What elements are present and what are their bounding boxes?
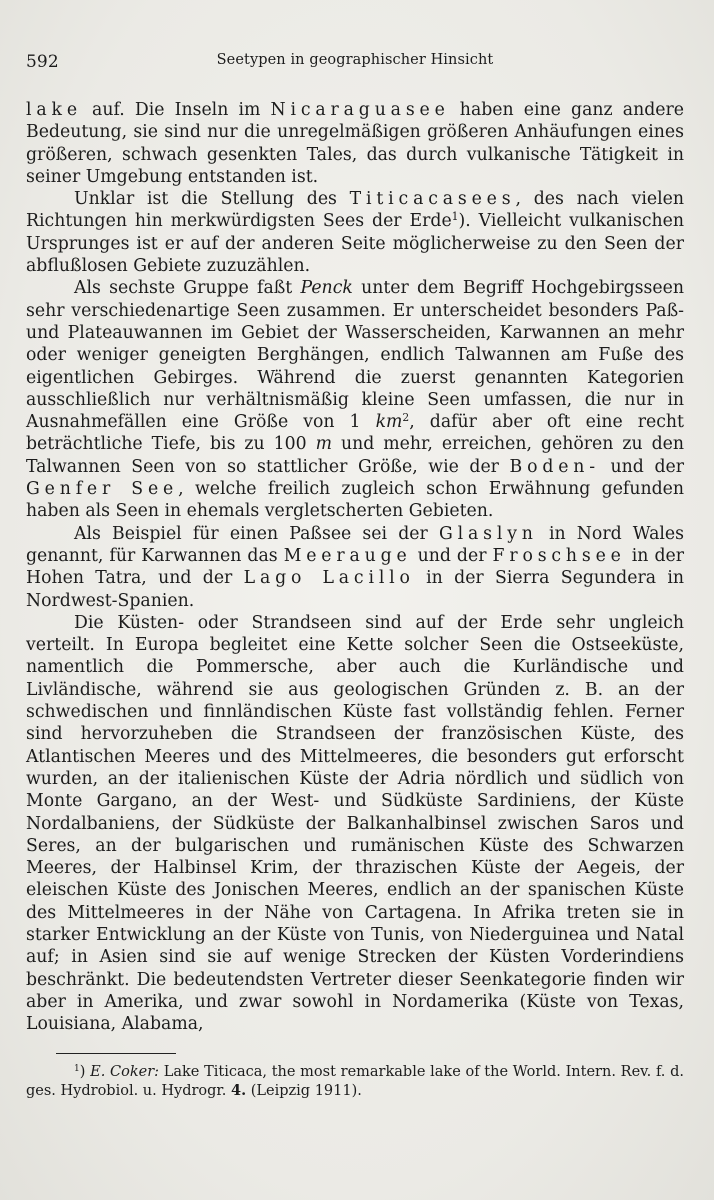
text-run: in der Sierra Segundera in Nordwest-Spanien. xyxy=(26,568,684,611)
text-run: Als Beispiel für einen Paßsee sei der xyxy=(74,523,439,544)
spaced-name: Meerauge xyxy=(283,545,412,566)
spaced-name: Froschsee xyxy=(492,545,626,566)
text-run: und der xyxy=(599,456,684,477)
running-title: Seetypen in geographischer Hinsicht xyxy=(216,52,494,68)
paragraph xyxy=(26,188,684,277)
footnote xyxy=(26,1064,684,1100)
spaced-name: Nicaraguasee xyxy=(270,100,450,120)
footnote-citation-tail: (Leipzig 1911). xyxy=(246,1082,362,1099)
text-run: Die Küsten- oder Strandseen sind auf der Erde sehr ungleich verteilt. In Europa begleitet eine Kette solcher Seen die Ostseeküste, namentlich die Pommersche, aber auch die Kurländische und Livländische, während sie aus geologischen Gründen z. B. an der schwedischen und finnländischen Küste fast vollständig fehlen. Ferner sind hervorzuheben die Strandseen der französischen Küste, des Atlantischen Meeres und des Mittelmeeres, die besonders gut erforscht wurden, an der italienischen Küste der Adria nördlich und südlich von Monte Gargano, an der West- und Südküste Sardiniens, der Küste Nordalbaniens, der Südküste der Balkanhalbinsel zwischen Saros und Seres, an der bulgarischen und rumänischen Küste des Schwarzen Meeres, der Halbinsel Krim, der thrazischen Küste der Aegeis, der eleischen Küste des Jonischen Meeres, endlich an der spanischen Küste des Mittelmeeres in der Nähe von Cartagena. In Afrika treten sie in starker Entwicklung an der Küste von Tunis, von Niederguinea und Natal auf; in Asien sind sie auf wenige Strecken der Küsten Vorderindiens beschränkt. Die bedeutendsten Vertreter dieser Seenkategorie finden wir aber in Amerika, und zwar sowohl in Nordamerika (Küste von Texas, Louisiana, Alabama, xyxy=(26,612,684,1035)
footnote-text xyxy=(26,1064,684,1100)
spaced-name: Titicacasees xyxy=(349,189,516,210)
text-run: auf. Die Inseln im xyxy=(81,100,271,120)
footnote-marker-close: ) xyxy=(79,1064,86,1081)
footnote-marker: 1 xyxy=(74,1064,80,1075)
italic-text: m xyxy=(315,434,332,455)
footnote-citation: Lake Titicaca, the most remarkable lake of the World. Intern. Rev. f. d. ges. Hydrobiol. u. Hydrogr. xyxy=(26,1064,685,1099)
text-run: und mehr, erreichen, gehören zu den Talwannen Seen von so stattlicher Größe, wie der xyxy=(26,434,685,477)
footnote-ref: 1 xyxy=(451,210,459,224)
text-run: unter dem Begriff Hochgebirgsseen sehr verschiedenartige Seen zusammen. Er unterscheidet besonders Paß- und Plateauwannen im Gebiet der Wasserscheiden, Karwannen an mehr oder weniger geneigten Berghängen, endlich Talwannen am Fuße des eigentlichen Gebirges. Während die zuerst genannten Kategorien ausschließlich nur verhältnismäßig kleine Seen umfassen, die nur in Ausnahmefällen eine Größe von 1 xyxy=(26,278,684,433)
page-number: 592 xyxy=(26,52,59,72)
paragraph xyxy=(26,523,684,612)
text-run: Unklar ist die Stellung des xyxy=(74,189,350,210)
spaced-name: Boden- xyxy=(509,456,600,477)
page-header xyxy=(26,50,684,74)
text-run: , des nach vielen Richtungen hin merkwürdigsten Sees der Erde xyxy=(26,189,684,232)
footnote-author: E. Coker: xyxy=(90,1064,160,1081)
footnote-ref: 2 xyxy=(402,411,410,425)
spaced-name: Genfer See xyxy=(26,479,179,500)
text-run: Als sechste Gruppe faßt xyxy=(74,278,301,299)
spaced-name: Lago Lacillo xyxy=(243,568,415,589)
footnote-divider xyxy=(56,1053,176,1054)
text-run: in Nord Wales genannt, für Karwannen das xyxy=(26,523,684,566)
italic-text: km xyxy=(375,412,403,433)
text-run: in der Hohen Tatra, und der xyxy=(26,545,684,589)
text-run: und der xyxy=(411,545,493,566)
body-text xyxy=(26,99,684,1035)
paragraph xyxy=(26,99,684,188)
spaced-name: Glaslyn xyxy=(438,523,538,544)
footnote-volume: 4. xyxy=(230,1081,247,1099)
spaced-name: lake xyxy=(26,100,82,120)
italic-text: Penck xyxy=(300,278,353,299)
paragraph xyxy=(26,612,684,1036)
text-run: haben eine ganz andere Bedeutung, sie sind nur die unregelmäßigen größeren Anhäufungen eines größeren, schwach gesenkten Tales, das durch vulkanische Tätigkeit in seiner Umgebung entstanden ist. xyxy=(26,100,684,187)
text-run: ). Vielleicht vulkanischen Ursprunges ist er auf der anderen Seite möglicherweise zu den Seen der abflußlosen Gebiete zuzuzählen. xyxy=(26,211,684,277)
text-run: , dafür aber oft eine recht beträchtliche Tiefe, bis zu 100 xyxy=(26,412,684,455)
text-run: , welche freilich zugleich schon Erwähnung gefunden haben als Seen in ehemals vergletscherten Gebieten. xyxy=(26,479,684,522)
paragraph xyxy=(26,277,684,522)
